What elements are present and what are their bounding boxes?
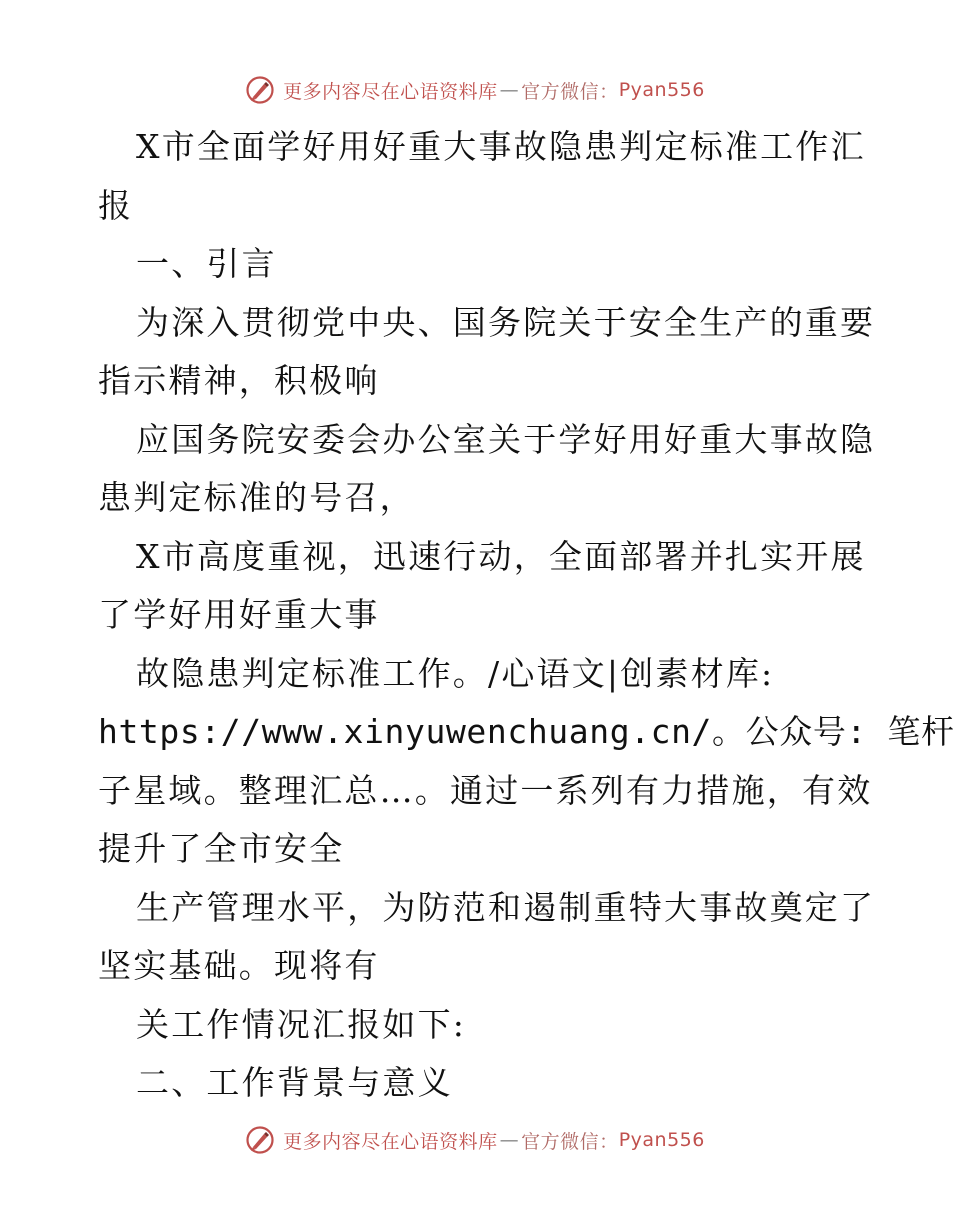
- paragraph-line: 应国务院安委会办公室关于学好用好重大事故隐: [136, 419, 876, 459]
- banner-text: 更多内容尽在心语资料库: [283, 1130, 498, 1153]
- section-heading-intro: 一、引言: [136, 244, 277, 283]
- paragraph-line: 子星域。整理汇总…。通过一系列有力措施，有效: [98, 770, 873, 810]
- paragraph-line: 为深入贯彻党中央、国务院关于安全生产的重要: [136, 302, 876, 342]
- banner-text: 更多内容尽在心语资料库: [283, 80, 498, 103]
- pen-logo-icon: [245, 75, 275, 105]
- paragraph-line: X市高度重视，迅速行动，全面部署并扎实开展: [136, 536, 866, 576]
- paragraph-line: 提升了全市安全: [98, 829, 345, 868]
- paragraph-line: 故隐患判定标准工作。/心语文|创素材库:: [136, 653, 775, 693]
- banner-dash: —: [499, 1129, 520, 1151]
- banner-wechat-label: 官方微信：: [521, 80, 619, 103]
- header-banner: [0, 68, 950, 112]
- banner-dash: —: [499, 79, 520, 101]
- footer-banner: [0, 1118, 950, 1162]
- document-body: [98, 118, 955, 1113]
- paragraph-line: 指示精神，积极响: [98, 361, 380, 400]
- paragraph-line: 坚实基础。现将有: [98, 946, 380, 985]
- section-heading-background: 二、工作背景与意义: [136, 1063, 453, 1102]
- banner-account: Pyan556: [618, 1129, 705, 1151]
- paragraph-line: 关工作情况汇报如下:: [136, 1004, 467, 1044]
- pen-logo-icon: [245, 1125, 275, 1155]
- paragraph-line-url: https://www.xinyuwenchuang.cn/。公众号: 笔杆: [98, 712, 955, 751]
- paragraph-line: 患判定标准的号召，: [98, 478, 415, 517]
- paragraph-line: 生产管理水平，为防范和遏制重特大事故奠定了: [136, 887, 876, 927]
- banner-wechat-label: 官方微信：: [521, 1130, 619, 1153]
- banner-account: Pyan556: [618, 79, 705, 101]
- paragraph-line: 了学好用好重大事: [98, 595, 380, 634]
- doc-title-line-2: 报: [98, 185, 134, 225]
- doc-title-line-1: X市全面学好用好重大事故隐患判定标准工作汇: [136, 127, 866, 166]
